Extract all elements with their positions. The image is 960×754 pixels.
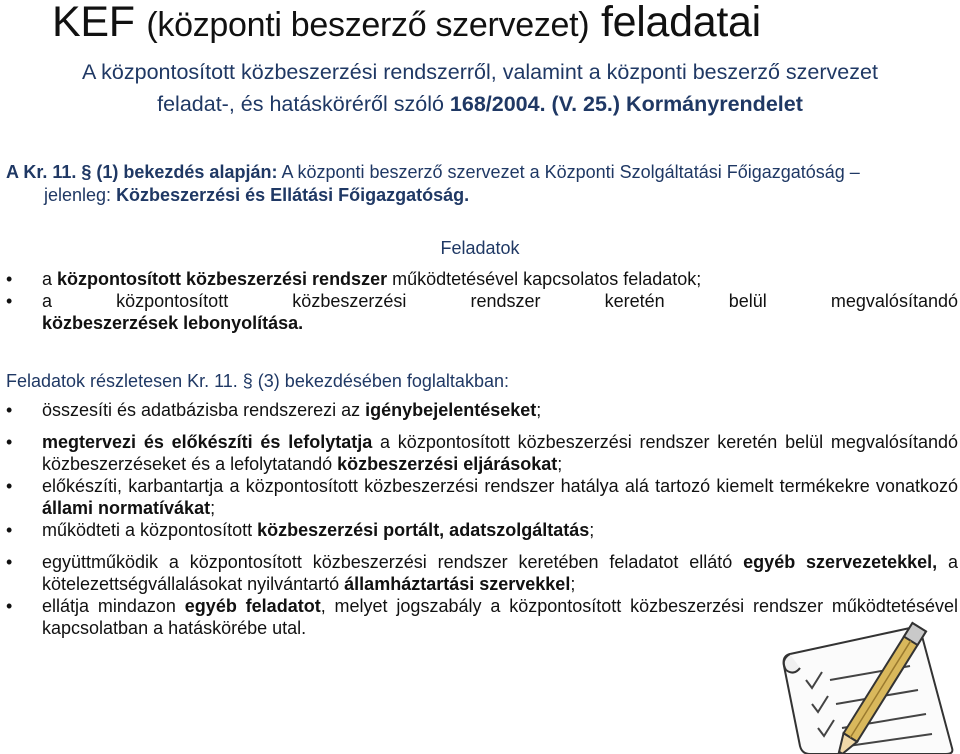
checklist-pencil-icon <box>760 610 960 754</box>
list-item: • ellátja mindazon egyéb feladatot, melyet jogszabály a központosított közbeszerzési rendszer működtetésével kapcsolatban a hatáskörébe utal. <box>0 595 958 639</box>
subtitle <box>40 56 920 120</box>
list-item: • együttműködik a központosított közbeszerzési rendszer keretében feladatot ellátó egyéb szervezetekkel, a kötelezettségvállalásokat nyilvántartó államháztartási szervekkel; <box>0 551 958 595</box>
details-heading: Feladatok részletesen Kr. 11. § (3) bekezdésében foglaltakban: <box>6 371 509 391</box>
list-item: • összesíti és adatbázisba rendszerezi az igénybejelentéseket; <box>0 399 958 421</box>
legal-basis: A Kr. 11. § (1) bekezdés alapján: A központi beszerző szervezet a Központi Szolgáltatási Főigazgatóság – jelenleg: Közbeszerzési és Ellátási Főigazgatóság. <box>6 162 860 205</box>
details-list <box>0 399 958 639</box>
tasks-heading: Feladatok <box>440 238 520 258</box>
list-item: • előkészíti, karbantartja a központosított közbeszerzési rendszer hatálya alá tartozó kiemelt termékekre vonatkozó állami normatívákat; <box>0 475 958 519</box>
tasks-list <box>0 268 958 334</box>
subtitle-line-2: feladat-, és hatásköréről szóló 168/2004. (V. 25.) Kormányrendelet <box>157 92 803 116</box>
legal-reference: A Kr. 11. § (1) bekezdés alapján: <box>6 162 278 182</box>
subtitle-line-1: A központosított közbeszerzési rendszerről, valamint a központi beszerző szervezet <box>82 60 878 84</box>
list-item: • a központosított közbeszerzési rendszer működtetésével kapcsolatos feladatok; <box>0 268 958 290</box>
list-item: • megtervezi és előkészíti és lefolytatja a központosított közbeszerzési rendszer keretén belül megvalósítandó közbeszerzéseket és a lefolytatandó közbeszerzési eljárásokat; <box>0 431 958 475</box>
page-title: KEF (központi beszerző szervezet) feladatai <box>52 0 761 46</box>
list-item: • működteti a központosított közbeszerzési portált, adatszolgáltatás; <box>0 519 958 541</box>
list-item: • a központosított közbeszerzési rendszer keretén belül megvalósítandó közbeszerzések lebonyolítása. <box>0 290 958 334</box>
